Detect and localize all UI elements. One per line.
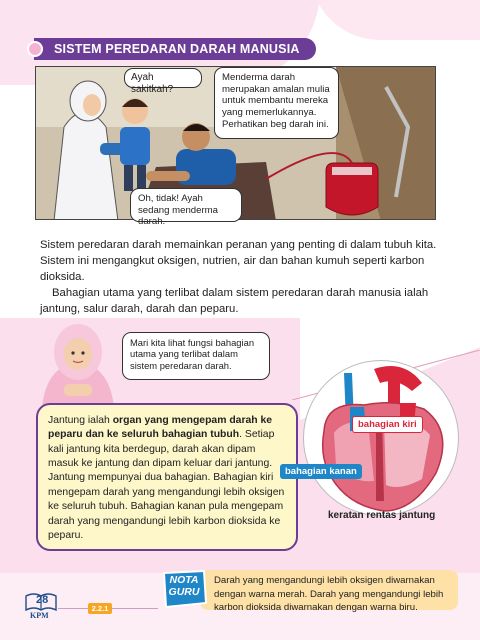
intro-paragraph: Sistem peredaran darah memainkan peranan yang penting di dalam tubuh kita. Sistem ini mengangkut oksigen, nutrien, air dan bahan kumuh seperti karbon dioksida. bbox=[40, 239, 437, 284]
heart-icon bbox=[304, 361, 459, 516]
info-body: Setiap kali jantung kita berdegup, darah akan dipam masuk ke jantung dan dipam keluar dari jantung. Jantung mempunyai dua bahagian. Bahagian kiri mengepam darah yang mengandungi lebih oksigen ke seluruh tubuh. Bahagian kanan pula mengepam darah yang mengandungi lebih karbon dioksida ke peparu. bbox=[48, 429, 285, 541]
title-bullet-icon bbox=[27, 41, 43, 57]
learning-standard-code: 2.2.1 bbox=[88, 603, 112, 614]
label-left-side: bahagian kiri bbox=[352, 416, 423, 433]
heart-info-box bbox=[36, 403, 298, 551]
heart-caption: keratan rentas jantung bbox=[328, 510, 436, 521]
speech-bubble-child: Ayah sakitkah? bbox=[124, 68, 202, 88]
main-parts-paragraph: Bahagian utama yang terlibat dalam sistem peredaran darah manusia ialah jantung, salur darah, darah dan peparu. bbox=[40, 287, 429, 316]
teacher-note-text: Darah yang mengandungi lebih oksigen diwarnakan dengan warna merah. Darah yang mengandungi lebih karbon dioksida diwarnakan dengan warna biru. bbox=[214, 575, 444, 614]
teacher-speech-bubble: Mari kita lihat fungsi bahagian utama yang terlibat dalam sistem peredaran darah. bbox=[122, 332, 270, 380]
heart-cross-section-diagram bbox=[303, 360, 459, 516]
info-lead-bold: organ yang mengepam darah ke peparu dan ke seluruh bahagian tubuh bbox=[48, 415, 273, 441]
speech-bubble-father: Oh, tidak! Ayah sedang menderma darah. bbox=[130, 188, 242, 222]
info-lead-end: . bbox=[239, 429, 242, 441]
nota-badge-line2: GURU bbox=[168, 586, 200, 599]
header-decoration-right bbox=[310, 0, 480, 40]
section-title-bar bbox=[34, 38, 316, 60]
nota-guru-badge bbox=[160, 569, 208, 609]
nota-badge-line1: NOTA bbox=[169, 574, 199, 586]
speech-bubble-nurse: Menderma darah merupakan amalan mulia untuk membantu mereka yang memerlukannya. Perhatikan beg darah ini. bbox=[214, 67, 339, 139]
teacher-note-box bbox=[200, 570, 458, 614]
teacher-avatar bbox=[34, 322, 122, 408]
label-right-side: bahagian kanan bbox=[280, 464, 362, 479]
publisher-label: KPM bbox=[30, 611, 49, 620]
info-lead: Jantung ialah bbox=[48, 415, 113, 426]
page-number: 28 bbox=[36, 594, 49, 606]
section-title: SISTEM PEREDARAN DARAH MANUSIA bbox=[54, 42, 300, 56]
